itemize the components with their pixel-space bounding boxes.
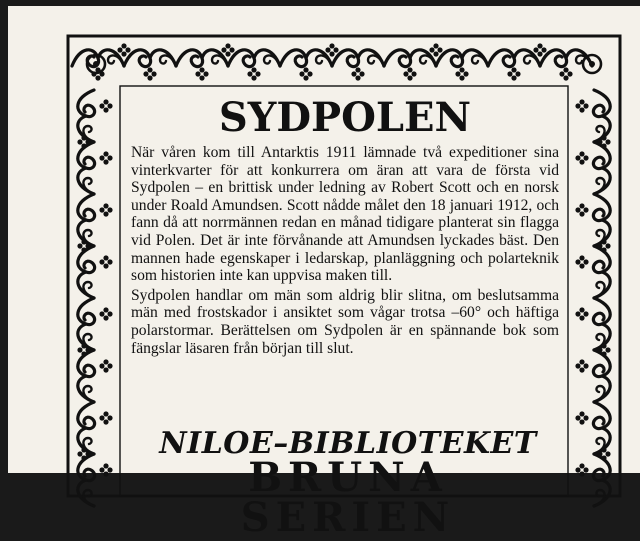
border-right-band (575, 90, 610, 506)
border-top-band (72, 43, 592, 80)
border-left-band (77, 90, 112, 506)
book-title: SYDPOLEN (218, 94, 472, 141)
blurb-content (131, 94, 559, 357)
series-name: NILOE–BIBLIOTEKET (159, 426, 537, 461)
book-back-cover (8, 6, 640, 541)
subseries-name: BRUNA SERIEN (240, 454, 456, 541)
blurb-paragraph-2: Sydpolen handlar om män som aldrig blir slitna, om beslutsamma män med frostskador i ansiktet som vågar trotsa –60° och häftiga polarstormar. Berättelsen om Sydpolen är en spännande bok som fängslar läsaren från början till slut. (131, 286, 559, 357)
blurb-paragraph-1: När våren kom till Antarktis 1911 lämnade två expeditioner sina vinterkvarter för att konkurrera om äran att vara de första vid Sydpolen – en brittisk under ledning av Robert Scott och en norsk under Roald Amundsen. Scott nådde målet den 18 januari 1912, och fann då att norrmännen redan en månad tidigare planterat sin flagga vid Polen. Det är inte förvånande att Amundsen lyckades bäst. Den mannen hade egenskaper i ledarskap, planläggning och polarteknik som historien inte kan uppvisa maken till. (131, 144, 559, 285)
